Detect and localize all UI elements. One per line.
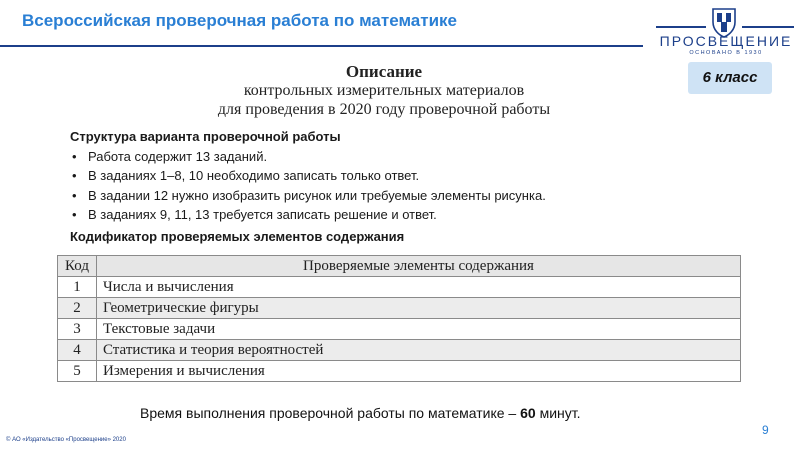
table-row xyxy=(58,340,741,361)
logo-left-line xyxy=(656,26,706,28)
grade-badge: 6 класс xyxy=(688,62,772,94)
row-element: Текстовые задачи xyxy=(97,319,741,340)
column-header-code: Код xyxy=(58,256,97,277)
logo-name: ПРОСВЕЩЕНИЕ xyxy=(659,33,793,49)
list-item: • В заданиях 1–8, 10 необходимо записать только ответ. xyxy=(70,166,690,186)
row-code: 4 xyxy=(58,340,97,361)
list-item: • В задании 12 нужно изобразить рисунок или требуемые элементы рисунка. xyxy=(70,186,690,206)
table-row xyxy=(58,298,741,319)
time-note-prefix: Время выполнения проверочной работы по математике – xyxy=(140,405,517,421)
structure-heading: Структура варианта проверочной работы xyxy=(70,129,341,144)
list-item: • Работа содержит 13 заданий. xyxy=(70,147,690,167)
row-code: 1 xyxy=(58,277,97,298)
description-block xyxy=(200,62,568,119)
list-item: • В заданиях 9, 11, 13 требуется записать решение и ответ. xyxy=(70,205,690,225)
structure-list xyxy=(70,147,690,225)
time-unit: минут. xyxy=(539,405,581,421)
title-divider xyxy=(0,45,643,47)
description-heading: Описание xyxy=(345,62,423,81)
codifier-heading: Кодификатор проверяемых элементов содержания xyxy=(70,229,405,244)
description-line: для проведения в 2020 году проверочной работы xyxy=(217,101,551,118)
logo-subtitle: ОСНОВАНО В 1930 xyxy=(689,50,763,56)
row-code: 5 xyxy=(58,361,97,382)
table-row xyxy=(58,319,741,340)
row-code: 2 xyxy=(58,298,97,319)
structure-section xyxy=(70,127,690,225)
row-element: Статистика и теория вероятностей xyxy=(97,340,741,361)
table-header-row xyxy=(58,256,741,277)
row-element: Измерения и вычисления xyxy=(97,361,741,382)
table-row xyxy=(58,277,741,298)
row-code: 3 xyxy=(58,319,97,340)
row-element: Числа и вычисления xyxy=(97,277,741,298)
slide-title: Всероссийская проверочная работа по математике xyxy=(22,11,457,30)
column-header-elements: Проверяемые элементы содержания xyxy=(97,256,741,277)
time-value: 60 xyxy=(520,405,536,421)
row-element: Геометрические фигуры xyxy=(97,298,741,319)
logo-right-line xyxy=(742,26,794,28)
codifier-table xyxy=(57,255,741,382)
time-note xyxy=(140,405,581,421)
table-row xyxy=(58,361,741,382)
page-number: 9 xyxy=(762,423,769,437)
copyright-note: © АО «Издательство «Просвещение» 2020 xyxy=(6,437,126,443)
publisher-logo xyxy=(654,8,800,60)
description-line: контрольных измерительных материалов xyxy=(243,82,525,99)
